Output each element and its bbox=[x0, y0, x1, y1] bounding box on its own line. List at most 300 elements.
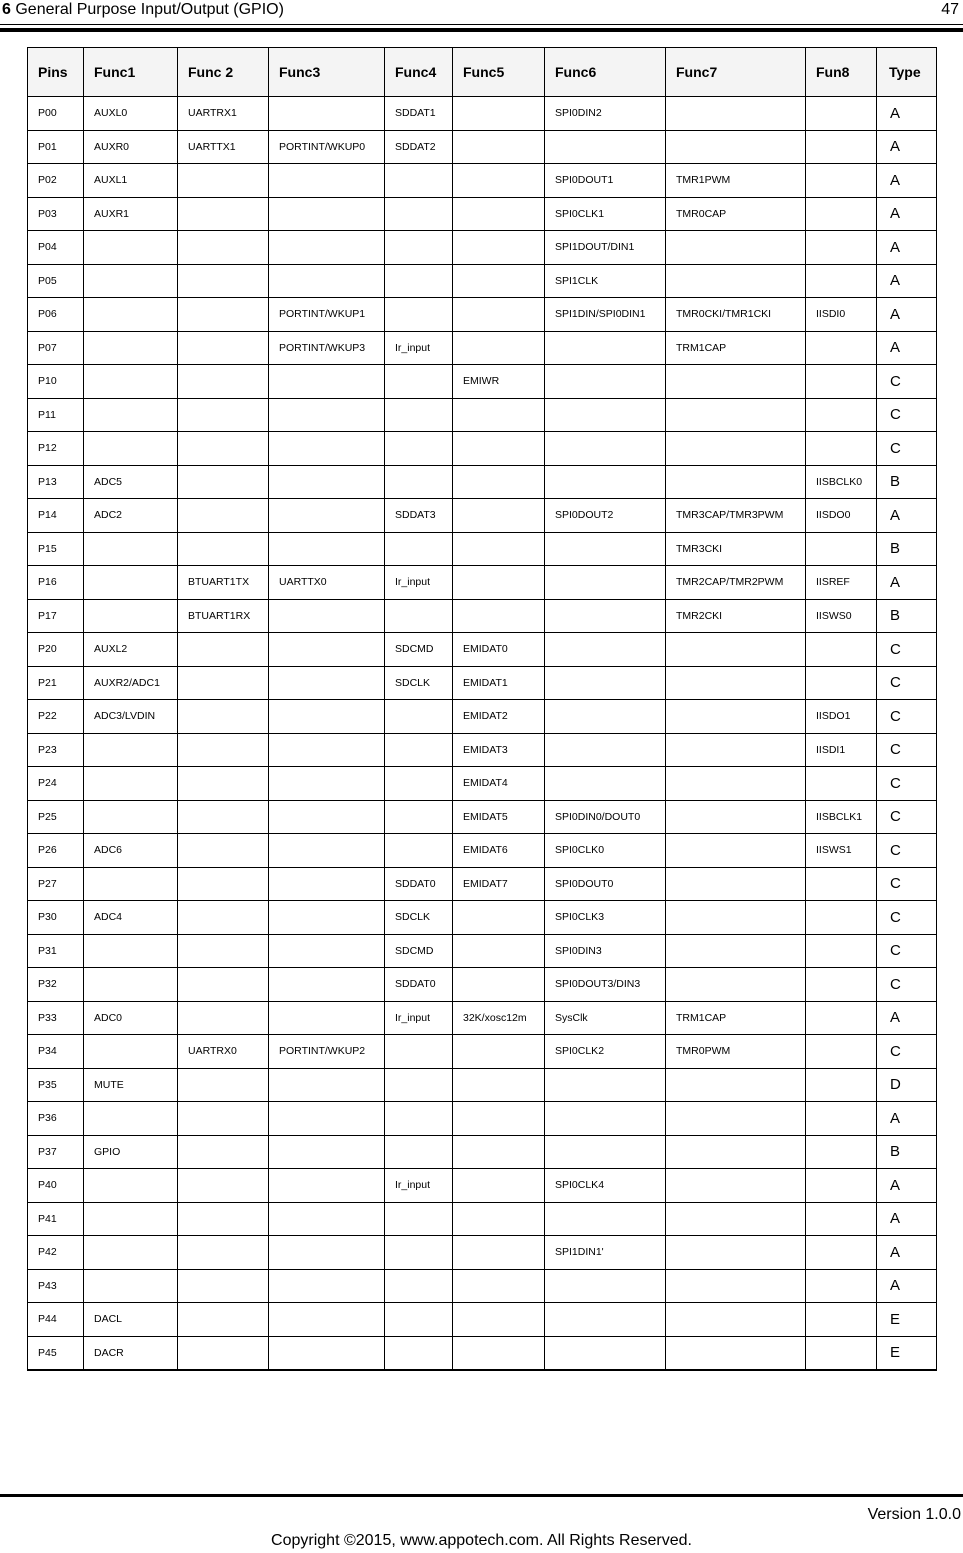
function-cell bbox=[806, 532, 877, 566]
pin-cell: P14 bbox=[28, 499, 84, 533]
function-cell: SPI0CLK0 bbox=[545, 834, 666, 868]
function-cell bbox=[84, 432, 178, 466]
table-row bbox=[28, 767, 937, 801]
function-cell bbox=[545, 566, 666, 600]
table-row bbox=[28, 1102, 937, 1136]
pin-cell: P10 bbox=[28, 365, 84, 399]
function-cell bbox=[178, 700, 269, 734]
pin-cell: P33 bbox=[28, 1001, 84, 1035]
function-cell: IISBCLK0 bbox=[806, 465, 877, 499]
function-cell bbox=[666, 1135, 806, 1169]
type-cell: C bbox=[877, 800, 937, 834]
pin-cell: P02 bbox=[28, 164, 84, 198]
function-cell: ADC5 bbox=[84, 465, 178, 499]
function-cell bbox=[269, 633, 385, 667]
pin-cell: P37 bbox=[28, 1135, 84, 1169]
table-row bbox=[28, 1001, 937, 1035]
function-cell bbox=[666, 733, 806, 767]
function-cell: ADC4 bbox=[84, 901, 178, 935]
type-cell: A bbox=[877, 264, 937, 298]
function-cell: DACR bbox=[84, 1336, 178, 1370]
function-cell: ADC2 bbox=[84, 499, 178, 533]
function-cell: EMIDAT6 bbox=[453, 834, 545, 868]
function-cell: SPI0CLK1 bbox=[545, 197, 666, 231]
function-cell bbox=[453, 432, 545, 466]
function-cell bbox=[806, 130, 877, 164]
function-cell bbox=[806, 231, 877, 265]
function-cell bbox=[666, 1169, 806, 1203]
function-cell bbox=[806, 331, 877, 365]
function-cell bbox=[84, 733, 178, 767]
function-cell bbox=[385, 1236, 453, 1270]
function-cell: EMIDAT0 bbox=[453, 633, 545, 667]
function-cell bbox=[806, 164, 877, 198]
function-cell bbox=[178, 499, 269, 533]
pin-cell: P13 bbox=[28, 465, 84, 499]
function-cell: Ir_input bbox=[385, 566, 453, 600]
pin-cell: P41 bbox=[28, 1202, 84, 1236]
pin-cell: P35 bbox=[28, 1068, 84, 1102]
function-cell bbox=[385, 1303, 453, 1337]
function-cell bbox=[385, 800, 453, 834]
function-cell bbox=[178, 1202, 269, 1236]
function-cell: ADC3/LVDIN bbox=[84, 700, 178, 734]
function-cell bbox=[178, 934, 269, 968]
table-row bbox=[28, 164, 937, 198]
function-cell bbox=[453, 1169, 545, 1203]
function-cell bbox=[269, 1102, 385, 1136]
function-cell bbox=[453, 465, 545, 499]
function-cell bbox=[806, 867, 877, 901]
table-row bbox=[28, 1303, 937, 1337]
function-cell bbox=[178, 298, 269, 332]
pin-cell: P04 bbox=[28, 231, 84, 265]
column-header: Pins bbox=[28, 48, 84, 97]
column-header: Func 2 bbox=[178, 48, 269, 97]
function-cell bbox=[269, 1202, 385, 1236]
function-cell: SPI0DOUT0 bbox=[545, 867, 666, 901]
table-row bbox=[28, 1236, 937, 1270]
pin-cell: P32 bbox=[28, 968, 84, 1002]
type-cell: C bbox=[877, 398, 937, 432]
function-cell bbox=[806, 365, 877, 399]
function-cell bbox=[666, 1236, 806, 1270]
function-cell bbox=[385, 1068, 453, 1102]
type-cell: C bbox=[877, 934, 937, 968]
page-number: 47 bbox=[941, 1, 959, 18]
function-cell bbox=[385, 1202, 453, 1236]
table-row bbox=[28, 867, 937, 901]
function-cell bbox=[806, 934, 877, 968]
function-cell bbox=[545, 130, 666, 164]
function-cell bbox=[84, 1102, 178, 1136]
type-cell: B bbox=[877, 1135, 937, 1169]
function-cell bbox=[385, 465, 453, 499]
type-cell: A bbox=[877, 1102, 937, 1136]
table-row bbox=[28, 834, 937, 868]
function-cell bbox=[269, 365, 385, 399]
pin-cell: P30 bbox=[28, 901, 84, 935]
function-cell: SPI1DOUT/DIN1 bbox=[545, 231, 666, 265]
function-cell bbox=[806, 1068, 877, 1102]
function-cell: ADC0 bbox=[84, 1001, 178, 1035]
function-cell: UARTRX1 bbox=[178, 97, 269, 131]
function-cell: SPI0DOUT2 bbox=[545, 499, 666, 533]
function-cell bbox=[269, 1169, 385, 1203]
function-cell: UARTTX1 bbox=[178, 130, 269, 164]
function-cell bbox=[269, 499, 385, 533]
table-row bbox=[28, 298, 937, 332]
function-cell bbox=[666, 365, 806, 399]
pin-cell: P05 bbox=[28, 264, 84, 298]
function-cell: EMIDAT3 bbox=[453, 733, 545, 767]
function-cell bbox=[178, 532, 269, 566]
function-cell bbox=[453, 1068, 545, 1102]
function-cell bbox=[84, 867, 178, 901]
function-cell: TMR2CAP/TMR2PWM bbox=[666, 566, 806, 600]
function-cell bbox=[453, 130, 545, 164]
page-header bbox=[0, 0, 963, 22]
function-cell: AUXR2/ADC1 bbox=[84, 666, 178, 700]
function-cell bbox=[84, 398, 178, 432]
function-cell bbox=[84, 599, 178, 633]
pin-cell: P15 bbox=[28, 532, 84, 566]
function-cell bbox=[269, 264, 385, 298]
function-cell: EMIDAT2 bbox=[453, 700, 545, 734]
function-cell bbox=[84, 934, 178, 968]
function-cell: IISDO1 bbox=[806, 700, 877, 734]
pin-cell: P34 bbox=[28, 1035, 84, 1069]
type-cell: C bbox=[877, 432, 937, 466]
function-cell bbox=[178, 264, 269, 298]
function-cell: BTUART1TX bbox=[178, 566, 269, 600]
function-cell: EMIWR bbox=[453, 365, 545, 399]
function-cell: AUXL1 bbox=[84, 164, 178, 198]
function-cell bbox=[545, 432, 666, 466]
function-cell: TMR3CAP/TMR3PWM bbox=[666, 499, 806, 533]
function-cell bbox=[178, 733, 269, 767]
function-cell bbox=[806, 1303, 877, 1337]
function-cell bbox=[666, 1102, 806, 1136]
type-cell: A bbox=[877, 1269, 937, 1303]
section-number: 6 bbox=[2, 1, 11, 18]
function-cell bbox=[806, 1336, 877, 1370]
function-cell bbox=[269, 700, 385, 734]
table-row bbox=[28, 499, 937, 533]
function-cell bbox=[545, 1135, 666, 1169]
type-cell: A bbox=[877, 1169, 937, 1203]
pin-cell: P26 bbox=[28, 834, 84, 868]
function-cell bbox=[385, 298, 453, 332]
table-row bbox=[28, 231, 937, 265]
function-cell bbox=[545, 599, 666, 633]
function-cell: TMR0CKI/TMR1CKI bbox=[666, 298, 806, 332]
function-cell: PORTINT/WKUP3 bbox=[269, 331, 385, 365]
function-cell bbox=[806, 1135, 877, 1169]
type-cell: C bbox=[877, 666, 937, 700]
function-cell bbox=[269, 398, 385, 432]
type-cell: C bbox=[877, 767, 937, 801]
function-cell: AUXL2 bbox=[84, 633, 178, 667]
table-row bbox=[28, 365, 937, 399]
table-row bbox=[28, 465, 937, 499]
function-cell bbox=[178, 1269, 269, 1303]
function-cell bbox=[666, 901, 806, 935]
function-cell bbox=[269, 1303, 385, 1337]
function-cell bbox=[178, 197, 269, 231]
function-cell bbox=[269, 432, 385, 466]
function-cell: SDCLK bbox=[385, 666, 453, 700]
pin-cell: P43 bbox=[28, 1269, 84, 1303]
function-cell bbox=[178, 800, 269, 834]
function-cell: SPI1CLK bbox=[545, 264, 666, 298]
function-cell: IISWS1 bbox=[806, 834, 877, 868]
function-cell bbox=[269, 1269, 385, 1303]
pin-cell: P45 bbox=[28, 1336, 84, 1370]
function-cell bbox=[178, 666, 269, 700]
function-cell: SPI0DOUT1 bbox=[545, 164, 666, 198]
function-cell bbox=[806, 398, 877, 432]
function-cell bbox=[385, 532, 453, 566]
function-cell bbox=[269, 1135, 385, 1169]
function-cell bbox=[84, 1035, 178, 1069]
function-cell bbox=[545, 398, 666, 432]
function-cell bbox=[806, 767, 877, 801]
function-cell bbox=[666, 767, 806, 801]
function-cell: UARTRX0 bbox=[178, 1035, 269, 1069]
pin-cell: P24 bbox=[28, 767, 84, 801]
function-cell bbox=[178, 1336, 269, 1370]
pin-cell: P16 bbox=[28, 566, 84, 600]
table-row bbox=[28, 264, 937, 298]
function-cell bbox=[178, 1169, 269, 1203]
function-cell bbox=[806, 1202, 877, 1236]
table-row bbox=[28, 566, 937, 600]
function-cell: PORTINT/WKUP1 bbox=[269, 298, 385, 332]
type-cell: C bbox=[877, 901, 937, 935]
function-cell: SDCLK bbox=[385, 901, 453, 935]
function-cell bbox=[666, 834, 806, 868]
function-cell bbox=[453, 566, 545, 600]
table-row bbox=[28, 532, 937, 566]
function-cell bbox=[453, 532, 545, 566]
function-cell bbox=[806, 264, 877, 298]
function-cell bbox=[178, 365, 269, 399]
function-cell: SysClk bbox=[545, 1001, 666, 1035]
function-cell bbox=[545, 331, 666, 365]
footer-rule bbox=[0, 1494, 963, 1497]
function-cell bbox=[666, 231, 806, 265]
function-cell: SPI0CLK2 bbox=[545, 1035, 666, 1069]
copyright-notice: Copyright ©2015, www.appotech.com. All Rights Reserved. bbox=[271, 1532, 692, 1549]
function-cell: SDDAT3 bbox=[385, 499, 453, 533]
function-cell: TMR0PWM bbox=[666, 1035, 806, 1069]
function-cell bbox=[385, 264, 453, 298]
type-cell: C bbox=[877, 834, 937, 868]
function-cell bbox=[178, 834, 269, 868]
function-cell bbox=[453, 197, 545, 231]
function-cell bbox=[84, 1169, 178, 1203]
function-cell bbox=[269, 733, 385, 767]
function-cell bbox=[806, 1035, 877, 1069]
type-cell: A bbox=[877, 97, 937, 131]
table-body bbox=[28, 97, 937, 1371]
function-cell: BTUART1RX bbox=[178, 599, 269, 633]
function-cell bbox=[806, 666, 877, 700]
function-cell bbox=[178, 633, 269, 667]
function-cell bbox=[666, 934, 806, 968]
function-cell: DACL bbox=[84, 1303, 178, 1337]
table-row bbox=[28, 398, 937, 432]
pin-cell: P12 bbox=[28, 432, 84, 466]
function-cell bbox=[806, 901, 877, 935]
function-cell: TMR0CAP bbox=[666, 197, 806, 231]
function-cell bbox=[269, 1068, 385, 1102]
function-cell bbox=[453, 1336, 545, 1370]
function-cell bbox=[666, 1202, 806, 1236]
function-cell bbox=[178, 767, 269, 801]
function-cell: AUXL0 bbox=[84, 97, 178, 131]
function-cell bbox=[545, 666, 666, 700]
table-row bbox=[28, 1035, 937, 1069]
function-cell bbox=[84, 231, 178, 265]
function-cell bbox=[385, 365, 453, 399]
function-cell bbox=[84, 1202, 178, 1236]
function-cell bbox=[269, 666, 385, 700]
table-row bbox=[28, 331, 937, 365]
function-cell: SDDAT0 bbox=[385, 867, 453, 901]
function-cell bbox=[385, 700, 453, 734]
function-cell bbox=[385, 1102, 453, 1136]
function-cell bbox=[453, 1202, 545, 1236]
function-cell bbox=[666, 432, 806, 466]
function-cell bbox=[806, 97, 877, 131]
function-cell bbox=[178, 1236, 269, 1270]
function-cell bbox=[545, 1068, 666, 1102]
function-cell bbox=[545, 633, 666, 667]
function-cell bbox=[84, 331, 178, 365]
pin-cell: P27 bbox=[28, 867, 84, 901]
function-cell bbox=[545, 532, 666, 566]
function-cell bbox=[269, 901, 385, 935]
function-cell bbox=[666, 97, 806, 131]
function-cell: SDDAT2 bbox=[385, 130, 453, 164]
function-cell: TRM1CAP bbox=[666, 1001, 806, 1035]
type-cell: E bbox=[877, 1336, 937, 1370]
function-cell bbox=[453, 1102, 545, 1136]
column-header: Func3 bbox=[269, 48, 385, 97]
function-cell: SPI0DIN2 bbox=[545, 97, 666, 131]
type-cell: C bbox=[877, 968, 937, 1002]
table-row bbox=[28, 934, 937, 968]
pin-cell: P31 bbox=[28, 934, 84, 968]
function-cell bbox=[84, 968, 178, 1002]
function-cell: SPI0CLK4 bbox=[545, 1169, 666, 1203]
function-cell bbox=[545, 1202, 666, 1236]
function-cell bbox=[806, 968, 877, 1002]
function-cell bbox=[545, 767, 666, 801]
header-rule-thin bbox=[0, 24, 963, 25]
function-cell: SDCMD bbox=[385, 633, 453, 667]
function-cell bbox=[84, 1236, 178, 1270]
pin-cell: P36 bbox=[28, 1102, 84, 1136]
type-cell: A bbox=[877, 1202, 937, 1236]
function-cell bbox=[178, 1102, 269, 1136]
function-cell bbox=[385, 231, 453, 265]
function-cell bbox=[269, 197, 385, 231]
function-cell bbox=[84, 1269, 178, 1303]
function-cell: TRM1CAP bbox=[666, 331, 806, 365]
function-cell: PORTINT/WKUP2 bbox=[269, 1035, 385, 1069]
pin-cell: P22 bbox=[28, 700, 84, 734]
function-cell bbox=[385, 1336, 453, 1370]
function-cell bbox=[453, 97, 545, 131]
pin-cell: P21 bbox=[28, 666, 84, 700]
function-cell: PORTINT/WKUP0 bbox=[269, 130, 385, 164]
function-cell bbox=[385, 1135, 453, 1169]
type-cell: A bbox=[877, 499, 937, 533]
section-heading bbox=[2, 0, 284, 20]
function-cell bbox=[453, 1236, 545, 1270]
function-cell bbox=[385, 1035, 453, 1069]
function-cell: UARTTX0 bbox=[269, 566, 385, 600]
column-header: Type bbox=[877, 48, 937, 97]
function-cell bbox=[666, 398, 806, 432]
function-cell bbox=[385, 398, 453, 432]
function-cell bbox=[269, 800, 385, 834]
function-cell: EMIDAT5 bbox=[453, 800, 545, 834]
function-cell bbox=[385, 1269, 453, 1303]
function-cell bbox=[545, 465, 666, 499]
header-rule-thick bbox=[0, 28, 963, 32]
table-row bbox=[28, 1336, 937, 1370]
table-row bbox=[28, 666, 937, 700]
function-cell bbox=[806, 1236, 877, 1270]
table-header-row bbox=[28, 48, 937, 97]
function-cell bbox=[269, 97, 385, 131]
function-cell bbox=[269, 231, 385, 265]
column-header: Func4 bbox=[385, 48, 453, 97]
function-cell bbox=[545, 1102, 666, 1136]
function-cell bbox=[806, 197, 877, 231]
table-row bbox=[28, 700, 937, 734]
function-cell bbox=[269, 1236, 385, 1270]
function-cell bbox=[269, 532, 385, 566]
function-cell bbox=[178, 331, 269, 365]
type-cell: A bbox=[877, 1001, 937, 1035]
function-cell bbox=[453, 1035, 545, 1069]
table-row bbox=[28, 1068, 937, 1102]
function-cell bbox=[666, 666, 806, 700]
table-row bbox=[28, 97, 937, 131]
pin-cell: P07 bbox=[28, 331, 84, 365]
pin-cell: P11 bbox=[28, 398, 84, 432]
function-cell bbox=[453, 599, 545, 633]
table-row bbox=[28, 800, 937, 834]
function-cell bbox=[84, 365, 178, 399]
table-row bbox=[28, 130, 937, 164]
table-row bbox=[28, 1202, 937, 1236]
section-title: General Purpose Input/Output (GPIO) bbox=[15, 1, 284, 18]
function-cell bbox=[666, 465, 806, 499]
function-cell bbox=[453, 231, 545, 265]
table-row bbox=[28, 733, 937, 767]
type-cell: C bbox=[877, 1035, 937, 1069]
function-cell bbox=[545, 700, 666, 734]
table-row bbox=[28, 901, 937, 935]
function-cell bbox=[178, 231, 269, 265]
pin-cell: P44 bbox=[28, 1303, 84, 1337]
